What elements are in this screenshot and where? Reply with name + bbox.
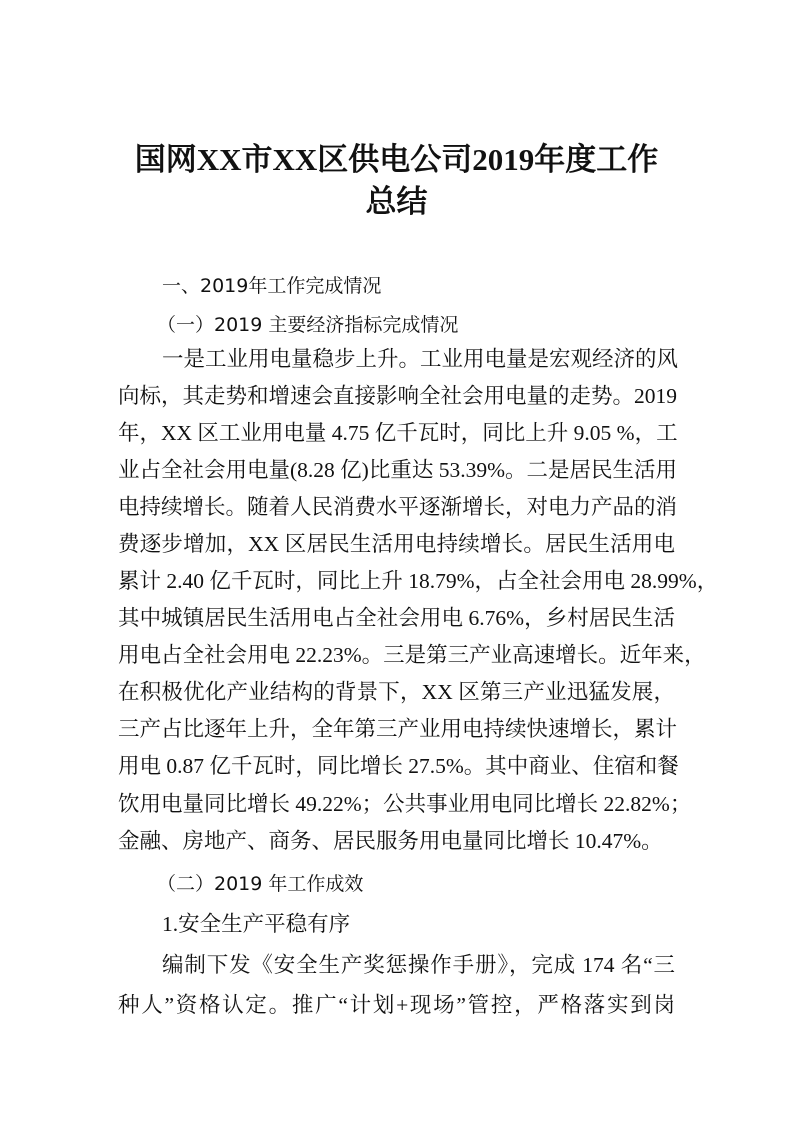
paragraph-line: 种人”资格认定。推广“计划+现场”管控，严格落实到岗 [118, 993, 675, 1017]
paragraph-line: 三产占比逐年上升，全年第三产业用电持续快速增长，累计 [118, 717, 678, 741]
paragraph-line: 业占全社会用电量(8.28 亿)比重达 53.39%。二是居民生活用 [118, 458, 677, 482]
item-heading: 1.安全生产平稳有序 [162, 912, 351, 936]
paragraph-line: 一是工业用电量稳步上升。工业用电量是宏观经济的风 [162, 347, 679, 371]
paragraph-line: 其中城镇居民生活用电占全社会用电 6.76%，乡村居民生活 [118, 606, 675, 630]
document-title-line-2: 总结 [365, 184, 428, 219]
paragraph-line: 用电 0.87 亿千瓦时，同比增长 27.5%。其中商业、住宿和餐 [118, 754, 679, 778]
paragraph-line: 金融、房地产、商务、居民服务用电量同比增长 10.47%。 [118, 829, 663, 853]
subsection-heading: （二）2019 年工作成效 [157, 873, 364, 895]
paragraph-line: 编制下发《安全生产奖惩操作手册》，完成 174 名“三 [162, 953, 675, 977]
paragraph-line: 向标，其走势和增速会直接影响全社会用电量的走势。2019 [118, 384, 678, 408]
paragraph-line: 费逐步增加，XX 区居民生活用电持续增长。居民生活用电 [118, 532, 675, 556]
paragraph-line: 饮用电量同比增长 49.22%；公共事业用电同比增长 22.82%； [118, 792, 692, 816]
paragraph-line: 累计 2.40 亿千瓦时，同比上升 18.79%，占全社会用电 28.99%， [118, 569, 719, 593]
paragraph-line: 电持续增长。随着人民消费水平逐渐增长，对电力产品的消 [118, 495, 678, 519]
section-heading: 一、2019年工作完成情况 [162, 275, 382, 297]
document-title-line-1: 国网XX市XX区供电公司2019年度工作 [134, 142, 659, 177]
paragraph-line: 用电占全社会用电 22.23%。三是第三产业高速增长。近年来， [118, 643, 706, 667]
paragraph-line: 年，XX 区工业用电量 4.75 亿千瓦时，同比上升 9.05 %，工 [118, 421, 678, 445]
subsection-heading: （一）2019 主要经济指标完成情况 [157, 314, 459, 336]
paragraph-line: 在积极优化产业结构的背景下，XX 区第三产业迅猛发展， [118, 680, 675, 704]
